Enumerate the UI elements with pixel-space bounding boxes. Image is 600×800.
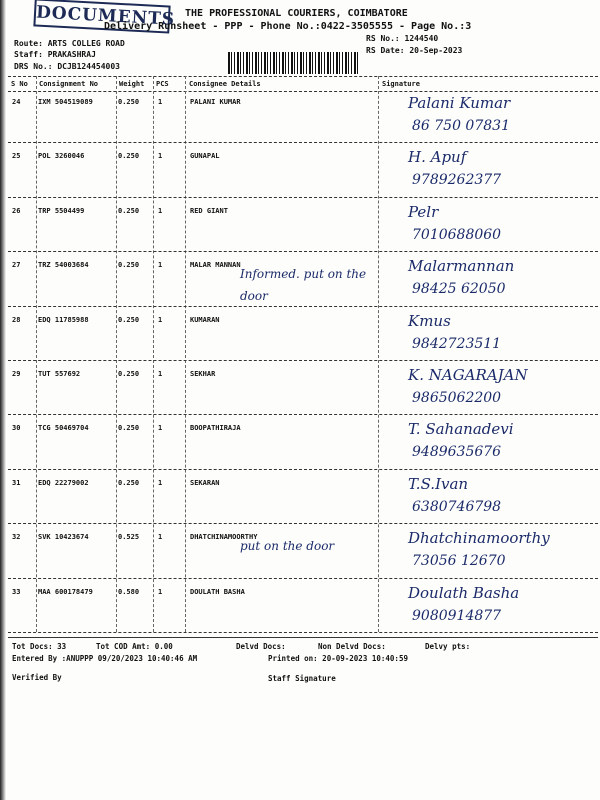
non-delivered-docs: Non Delvd Docs:	[318, 642, 386, 651]
row-weight: 0.525	[118, 533, 140, 542]
row-separator	[8, 197, 598, 198]
row-separator	[8, 523, 598, 524]
row-consignment-no: TUT 557692	[38, 370, 81, 378]
row-sno: 32	[12, 533, 21, 542]
row-consignment-no: EDQ 11785988	[38, 315, 89, 324]
row-consignment-no: MAA 600178479	[38, 587, 93, 596]
row-consignee: KUMARAN	[190, 315, 220, 324]
row-signature-phone: 9842723511	[412, 335, 502, 352]
row-sno: 25	[12, 152, 21, 161]
row-weight: 0.580	[118, 587, 140, 596]
row-consignee: BOOPATHIRAJA	[190, 424, 241, 433]
entered-by: Entered By :ANUPPP 09/20/2023 10:40:46 AM	[12, 654, 198, 663]
row-pcs: 1	[158, 206, 163, 215]
row-pcs: 1	[158, 152, 163, 161]
row-sno: 29	[12, 370, 21, 378]
row-sno: 33	[12, 587, 21, 596]
row-signature-name: T.S.Ivan	[408, 474, 469, 493]
row-signature-phone: 6380746798	[412, 498, 502, 515]
row-consignment-no: TRP 5504499	[38, 206, 85, 215]
col-divider	[153, 76, 154, 632]
table-top-border	[8, 76, 598, 77]
scan-edge-shadow	[0, 0, 6, 800]
row-pcs: 1	[158, 98, 163, 106]
company-title: THE PROFESSIONAL COURIERS, COIMBATORE	[185, 8, 408, 19]
row-consignee: DHATCHINAMOORTHY	[190, 533, 258, 542]
row-handwritten-note: Informed. put on the door	[240, 267, 367, 304]
row-pcs: 1	[158, 424, 163, 433]
row-weight: 0.250	[118, 261, 140, 270]
row-signature-name: Kmus	[408, 311, 451, 330]
barcode	[228, 52, 360, 74]
row-consignee: PALANI KUMAR	[190, 98, 241, 106]
row-consignment-no: SVK 10423674	[38, 533, 89, 542]
col-divider	[36, 76, 37, 632]
row-signature-name: T. Sahanadevi	[408, 420, 514, 439]
row-sno: 31	[12, 478, 21, 487]
col-divider	[116, 76, 117, 632]
staff-signature-label: Staff Signature	[268, 674, 336, 683]
row-sno: 26	[12, 206, 21, 215]
col-header-pcs: PCS	[156, 80, 169, 88]
row-consignee: GUNAPAL	[190, 152, 220, 161]
row-separator	[8, 414, 598, 415]
row-signature-name: Dhatchinamoorthy	[408, 529, 550, 548]
row-consignee: RED GIANT	[190, 206, 228, 215]
row-signature-phone: 9865062200	[412, 390, 502, 406]
row-signature-name: Malarmannan	[408, 257, 515, 276]
delivered-docs: Delvd Docs:	[236, 642, 286, 651]
row-signature-phone: 9789262377	[412, 172, 502, 189]
row-consignee: DOULATH BASHA	[190, 587, 245, 596]
total-docs: Tot Docs: 33	[12, 642, 67, 651]
row-separator	[8, 632, 598, 633]
verified-by: Verified By	[12, 673, 62, 682]
col-header-weight: Weight	[119, 80, 145, 88]
row-signature-name: H. Apuf	[408, 148, 467, 167]
row-signature-phone: 73056 12670	[412, 553, 506, 570]
staff-label: Staff: PRAKASHRAJ	[14, 50, 96, 59]
col-divider	[378, 76, 379, 632]
row-weight: 0.250	[118, 315, 140, 324]
row-pcs: 1	[158, 315, 163, 324]
row-signature-name: Pelr	[408, 202, 439, 221]
footer-border	[8, 637, 598, 638]
col-header-sno: S No	[11, 80, 28, 88]
row-weight: 0.250	[118, 98, 140, 106]
total-cod-amount: Tot COD Amt: 0.00	[96, 642, 173, 651]
col-header-consignee: Consignee Details	[189, 80, 261, 88]
documents-stamp: DOCUMENTS	[33, 0, 170, 34]
row-signature-phone: 9080914877	[412, 607, 502, 624]
row-sno: 24	[12, 98, 21, 106]
row-sno: 30	[12, 424, 21, 433]
row-pcs: 1	[158, 370, 163, 378]
col-header-signature: Signature	[382, 80, 420, 88]
header-bottom-border	[8, 91, 598, 92]
row-consignee: SEKARAN	[190, 478, 220, 487]
row-signature-phone: 98425 62050	[412, 281, 506, 298]
row-separator	[8, 142, 598, 143]
rs-date: RS Date: 20-Sep-2023	[366, 46, 463, 55]
row-weight: 0.250	[118, 424, 140, 433]
row-weight: 0.250	[118, 206, 140, 215]
row-consignment-no: EDQ 22279002	[38, 478, 89, 487]
row-signature-name: Palani Kumar	[408, 94, 511, 112]
row-separator	[8, 306, 598, 307]
row-separator	[8, 251, 598, 252]
row-separator	[8, 360, 598, 361]
printed-on: Printed on: 20-09-2023 10:40:59	[268, 654, 408, 663]
delivery-points: Delvy pts:	[425, 642, 471, 651]
row-signature-name: K. NAGARAJAN	[408, 366, 528, 384]
row-consignee: SEKHAR	[190, 370, 216, 378]
row-pcs: 1	[158, 261, 163, 270]
row-pcs: 1	[158, 478, 163, 487]
runsheet-subtitle: Delivery Runsheet - PPP - Phone No.:0422-3505555 - Page No.:3	[104, 21, 472, 32]
row-consignment-no: TRZ 54003684	[38, 261, 89, 270]
drs-number: DRS No.: DCJB124454003	[14, 62, 120, 71]
row-sno: 28	[12, 315, 21, 324]
row-separator	[8, 469, 598, 470]
row-signature-phone: 9489635676	[412, 444, 502, 461]
row-handwritten-note: put on the door	[240, 539, 335, 554]
row-consignee: MALAR MANNAN	[190, 261, 241, 270]
row-consignment-no: TCG 50469704	[38, 424, 89, 433]
row-weight: 0.250	[118, 370, 140, 378]
row-signature-name: Doulath Basha	[408, 583, 520, 602]
rs-number: RS No.: 1244540	[366, 34, 439, 43]
row-pcs: 1	[158, 587, 163, 596]
row-separator	[8, 578, 598, 579]
row-pcs: 1	[158, 533, 163, 542]
row-consignment-no: IXM 504519089	[38, 98, 93, 106]
row-weight: 0.250	[118, 478, 140, 487]
row-signature-phone: 7010688060	[412, 226, 502, 243]
row-signature-phone: 86 750 07831	[412, 118, 510, 134]
col-divider	[185, 76, 186, 632]
route-label: Route: ARTS COLLEG ROAD	[14, 39, 125, 48]
row-sno: 27	[12, 261, 21, 270]
col-header-consignment: Consignment No	[39, 80, 99, 88]
row-consignment-no: POL 3260046	[38, 152, 85, 161]
row-weight: 0.250	[118, 152, 140, 161]
